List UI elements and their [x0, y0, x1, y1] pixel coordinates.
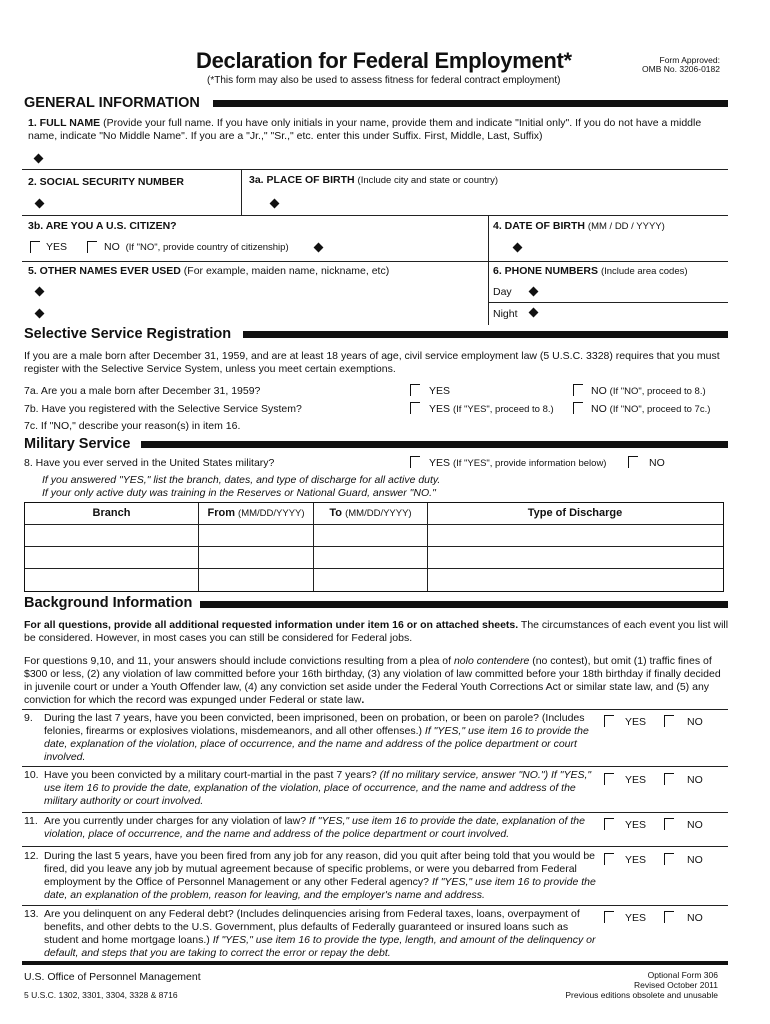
q12-no-label: NO — [687, 854, 703, 866]
q9-text: During the last 7 years, have you been convicted, been imprisoned, been on probation, or been on parole? (Includes felonies, firearms or explosives violations, misdemeanors, and all other offenses.) If "YES," use item 16 to provide the date, explanation of the violation, place of occurrence, and the name and address of the police department or court involved. — [44, 712, 589, 763]
day-label: Day — [493, 286, 512, 298]
place-of-birth-field[interactable] — [270, 199, 280, 209]
background-para-2: For questions 9,10, and 11, your answers should include convictions resulting from a plea of nolo contendere (no contest), but omit (1) traffic fines of $300 or less, (2) any violation of law committed before your 16th birthday, (3) any violation of law committed before your 18th birthday if finally decided in juvenile court or under a Youth Offender law, (4) any conviction set aside under the Federal Youth Corrections Act or similar state law, and (5) any conviction for which the record was expunged under Federal or state law. — [24, 655, 721, 706]
date-of-birth-field[interactable] — [513, 243, 523, 253]
section-bar — [141, 441, 728, 448]
section-bar — [243, 331, 728, 338]
section-general-heading: GENERAL INFORMATION — [24, 95, 200, 111]
q7b-text: 7b. Have you registered with the Selective Service System? — [24, 403, 302, 415]
selective-intro: If you are a male born after December 31, 1959, and are at least 18 years of age, civil service employment law (5 U.S.C. 3328) requires that you must register with the Selective Service System, unless you meet certain exemptions. — [24, 350, 720, 375]
q7a-no-checkbox[interactable] — [573, 384, 583, 396]
q8-no-label: NO — [649, 457, 665, 469]
q5-label: 5. OTHER NAMES EVER USED (For example, maiden name, nickname, etc) — [28, 265, 390, 277]
military-instruction-2: If your only active duty was training in the Reserves or National Guard, answer "NO." — [42, 487, 436, 499]
q13-text: Are you delinquent on any Federal debt? (Includes delinquencies arising from Federal taxes, loans, overpayment of benefits, and other debts to the U.S. Government, plus defaults of Federally guaranteed or insured loans such as student and home mortgage loans.) If "YES," use item 16 to provide the type, length, and amount of the delinquency or default, and steps that you are taking to correct the error or repay the debt. — [44, 908, 596, 959]
q10-number: 10. — [24, 769, 39, 781]
q13-yes-checkbox[interactable] — [604, 911, 614, 923]
q10-no-checkbox[interactable] — [664, 773, 674, 785]
q11-number: 11. — [24, 815, 38, 827]
citizen-yes-checkbox[interactable] — [30, 241, 40, 253]
military-instruction-1: If you answered "YES," list the branch, dates, and type of discharge for all active duty. — [42, 474, 441, 486]
military-row-2[interactable] — [25, 547, 723, 568]
q12-text: During the last 5 years, have you been fired from any job for any reason, did you quit after being told that you would be fired, did you leave any job by mutual agreement because of specific problems, or were you debarred from Federal employment by the Office of Personnel Management or any other Federal agency? If "YES," use item 16 to provide the date, an explanation of the problem, reason for leaving, and the employer's name and address. — [44, 850, 596, 901]
night-label: Night — [493, 308, 518, 320]
footer-revised: Revised October 2011 — [634, 980, 718, 990]
background-para-1: For all questions, provide all additional requested information under item 16 or on attached sheets. The circumstances of each event you list will be considered. However, in most cases you can still be considered for Federal jobs. — [24, 619, 729, 644]
q10-text: Have you been convicted by a military court-martial in the past 7 years? (If no military service, answer "NO.") If "YES," use item 16 to provide the date, explanation of the violation, place of occurrence, and the name and address of the military authority or court involved. — [44, 769, 592, 807]
q1-text — [28, 117, 718, 143]
section-background-heading: Background Information — [24, 595, 193, 611]
q1-instructions: (Provide your full name. If you have only initials in your name, provide them and indicate "Initial only". If you do not have a middle name, indicate "No Middle Name". If you are a "Jr.," "Sr.," etc. enter this under Suffix. First, Middle, Last, Suffix) — [28, 117, 702, 142]
q8-text: 8. Have you ever served in the United States military? — [24, 457, 275, 469]
q11-text: Are you currently under charges for any violation of law? If "YES," use item 16 to provide the date, explanation of the violation, place of occurrence, and the name and address of the police department or court involved. — [44, 815, 585, 840]
omb-number: OMB No. 3206-0182 — [642, 64, 720, 74]
q7c-text: 7c. If "NO," describe your reason(s) in item 16. — [24, 420, 241, 432]
q7a-yes-checkbox[interactable] — [410, 384, 420, 396]
col-discharge: Type of Discharge — [527, 507, 623, 519]
q7b-no-checkbox[interactable] — [573, 402, 583, 414]
ssn-field[interactable] — [35, 199, 45, 209]
q3a-label: 3a. PLACE OF BIRTH (Include city and state or country) — [249, 174, 498, 186]
q2-label: 2. SOCIAL SECURITY NUMBER — [28, 176, 184, 188]
q12-yes-label: YES — [625, 854, 647, 866]
q7a-text: 7a. Are you a male born after December 31, 1959? — [24, 385, 261, 397]
q11-no-checkbox[interactable] — [664, 818, 674, 830]
q11-yes-label: YES — [625, 819, 647, 831]
footer-form-number: Optional Form 306 — [647, 970, 718, 980]
other-names-field-1[interactable] — [35, 287, 45, 297]
q9-number: 9. — [24, 712, 33, 724]
footer-usc: 5 U.S.C. 1302, 3301, 3304, 3328 & 8716 — [24, 990, 178, 1000]
col-to: To (MM/DD/YYYY) — [329, 507, 412, 519]
q12-yes-checkbox[interactable] — [604, 853, 614, 865]
section-bar — [213, 100, 728, 107]
q7a-no-label: NO (If "NO", proceed to 8.) — [591, 385, 706, 397]
q8-yes-label: YES (If "YES", provide information below) — [429, 457, 607, 469]
col-branch: Branch — [92, 507, 131, 519]
military-row-3[interactable] — [25, 569, 723, 590]
q13-no-checkbox[interactable] — [664, 911, 674, 923]
footer-obsolete: Previous editions obsolete and unusable — [565, 990, 718, 1000]
form-subtitle: (*This form may also be used to assess fitness for federal contract employment) — [207, 75, 561, 86]
q7b-no-label: NO (If "NO", proceed to 7c.) — [591, 403, 711, 415]
q8-yes-checkbox[interactable] — [410, 456, 420, 468]
section-selective-heading: Selective Service Registration — [24, 326, 232, 342]
citizen-no-checkbox[interactable] — [87, 241, 97, 253]
q4-label: 4. DATE OF BIRTH (MM / DD / YYYY) — [493, 220, 665, 232]
q11-no-label: NO — [687, 819, 703, 831]
military-row-1[interactable] — [25, 525, 723, 546]
footer-rule — [22, 961, 728, 965]
q6-label: 6. PHONE NUMBERS (Include area codes) — [493, 265, 688, 277]
section-military-heading: Military Service — [24, 436, 131, 452]
q13-yes-label: YES — [625, 912, 647, 924]
q10-no-label: NO — [687, 774, 703, 786]
form-title: Declaration for Federal Employment* — [196, 48, 572, 73]
q11-yes-checkbox[interactable] — [604, 818, 614, 830]
footer-agency: U.S. Office of Personnel Management — [24, 971, 201, 983]
q12-number: 12. — [24, 850, 39, 862]
form-approved: Form Approved: — [659, 55, 720, 65]
night-phone-field[interactable] — [529, 308, 539, 318]
citizen-no-label: NO (If "NO", provide country of citizenship) — [104, 241, 289, 253]
q10-yes-checkbox[interactable] — [604, 773, 614, 785]
q13-number: 13. — [24, 908, 39, 920]
q1-label: 1. FULL NAME — [28, 117, 101, 129]
q9-yes-label: YES — [625, 716, 647, 728]
q8-no-checkbox[interactable] — [628, 456, 638, 468]
q3b-label: 3b. ARE YOU A U.S. CITIZEN? — [28, 220, 177, 232]
q9-no-label: NO — [687, 716, 703, 728]
citizenship-country-field[interactable] — [314, 243, 324, 253]
q7b-yes-checkbox[interactable] — [410, 402, 420, 414]
q12-no-checkbox[interactable] — [664, 853, 674, 865]
q9-no-checkbox[interactable] — [664, 715, 674, 727]
col-from: From (MM/DD/YYYY) — [207, 507, 305, 519]
day-phone-field[interactable] — [529, 287, 539, 297]
q1-full-name-field[interactable] — [34, 154, 44, 164]
q7a-yes-label: YES — [429, 385, 451, 397]
section-bar — [200, 601, 728, 608]
q13-no-label: NO — [687, 912, 703, 924]
citizen-yes-label: YES — [46, 241, 68, 253]
other-names-field-2[interactable] — [35, 309, 45, 319]
q7b-yes-label: YES (If "YES", proceed to 8.) — [429, 403, 554, 415]
q9-yes-checkbox[interactable] — [604, 715, 614, 727]
q10-yes-label: YES — [625, 774, 647, 786]
